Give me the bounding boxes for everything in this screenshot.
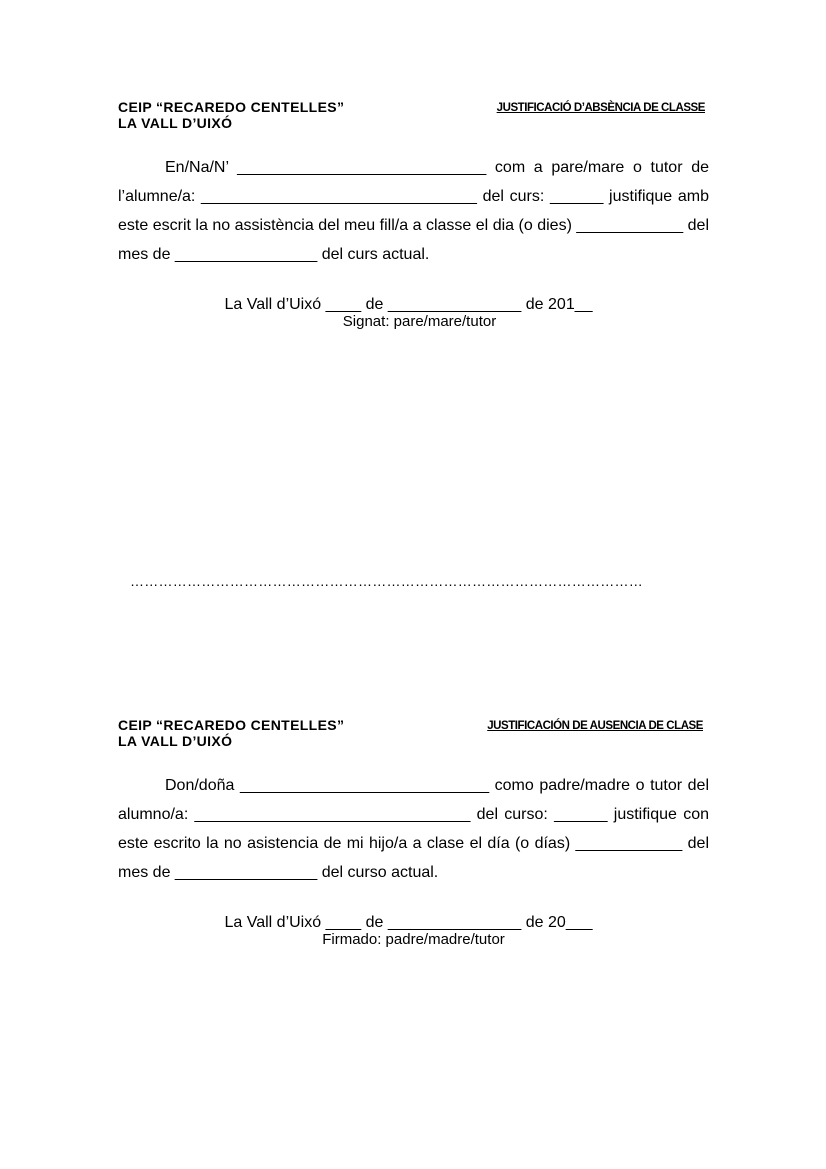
place-date-text: La Vall d’Uixó ____ de _______________ de 201__: [224, 296, 593, 313]
town-name: LA VALL D’UIXÓ: [118, 115, 233, 131]
place-date-line: [118, 914, 709, 931]
justification-paragraph: Don/doña ____________________________ como padre/madre o tutor del alumno/a: _______________________________ del curso: ______ justifique con este escrito la no asistencia de mi hijo/a a clase el día (o días) ____________ del mes de ________________ del curso actual.: [118, 777, 709, 881]
form-header: [118, 717, 709, 733]
form-header: [118, 99, 709, 115]
signature-line: [118, 313, 709, 330]
place-date-line: [118, 296, 709, 313]
school-name: CEIP “RECAREDO CENTELLES”: [118, 99, 345, 115]
signature-line: [118, 931, 709, 948]
place-date-text: La Vall d’Uixó ____ de _______________ de 20___: [224, 914, 593, 931]
document-title: JUSTIFICACIÓN DE AUSENCIA DE CLASE: [487, 720, 703, 732]
cut-line-separator: ………………………………………………………………………………………………: [130, 573, 643, 589]
signature-text: Firmado: padre/madre/tutor: [322, 931, 505, 948]
town-name: LA VALL D’UIXÓ: [118, 733, 233, 749]
signature-text: Signat: pare/mare/tutor: [342, 313, 497, 330]
school-name: CEIP “RECAREDO CENTELLES”: [118, 717, 345, 733]
catalan-form: [118, 99, 709, 330]
justification-paragraph: En/Na/N’ ____________________________ com a pare/mare o tutor de l’alumne/a: _______________________________ del curs: ______ justifique amb este escrit la no assistència del meu fill/a a classe el dia (o dies) ____________ del mes de ________________ del curs actual.: [118, 159, 709, 263]
spanish-form: [118, 717, 709, 948]
document-title: JUSTIFICACIÓ D’ABSÈNCIA DE CLASSE: [496, 102, 705, 114]
